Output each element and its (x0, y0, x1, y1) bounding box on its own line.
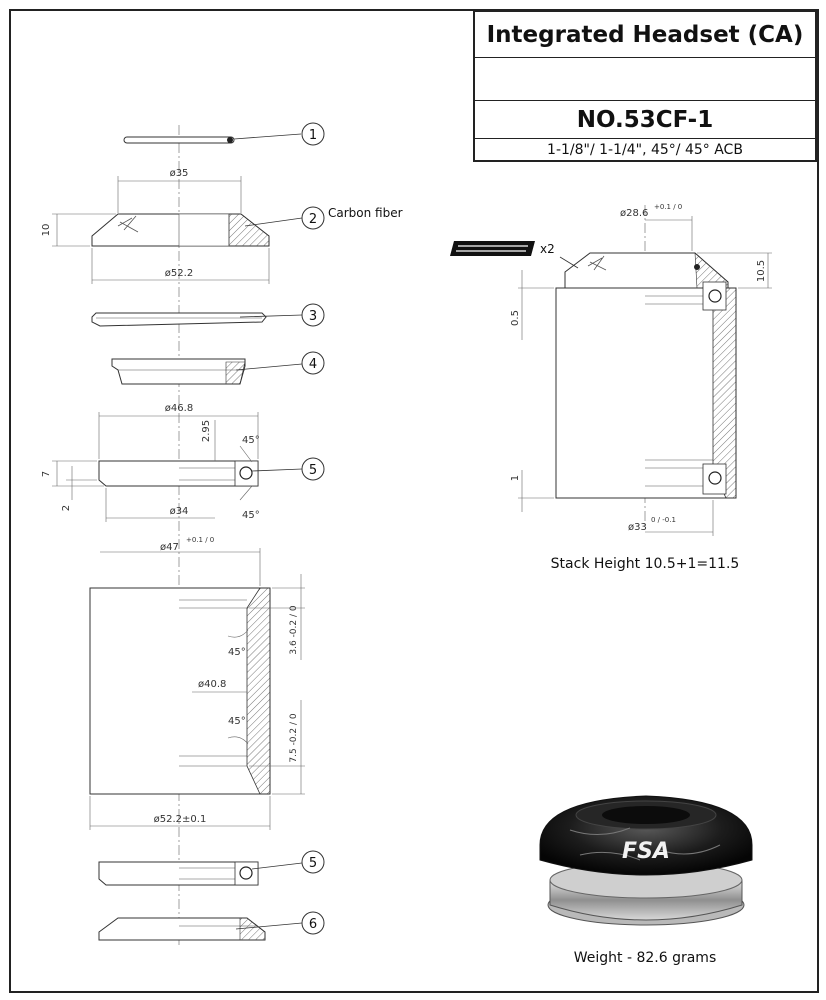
part-5b-number: 5 (308, 856, 318, 871)
part-2-balloon (302, 206, 403, 229)
dim-phi46-8-text: ø46.8 (164, 403, 194, 414)
part-3-balloon (302, 304, 324, 326)
part-3-number: 3 (308, 309, 318, 324)
dim-phi34-text: ø34 (169, 506, 189, 517)
dim-phi28-6-tol: +0.1 / 0 (654, 203, 683, 211)
title-block (473, 10, 817, 162)
dim-0-5-text: 0.5 (510, 310, 521, 326)
dim-phi46-8 (99, 403, 258, 459)
dim-phi52-2-tol (90, 796, 270, 830)
photo-logo-text: FSA (622, 839, 670, 864)
part-2-number: 2 (308, 212, 318, 227)
part-1-drawing (124, 134, 301, 143)
part-3-drawing (92, 313, 302, 326)
title-block-blank-row (475, 58, 815, 101)
part-4-number: 4 (308, 357, 318, 372)
dim-phi52-2-text: ø52.2 (164, 268, 194, 279)
dim-45a-text: 45° (242, 435, 260, 446)
dim-phi35 (118, 168, 241, 213)
part-5b-drawing (99, 862, 302, 885)
dim-phi40-8-text: ø40.8 (198, 679, 227, 690)
dim-phi52-2-tol-text: ø52.2±0.1 (153, 814, 207, 825)
dim-phi33-tol: 0 / -0.1 (651, 516, 676, 524)
dim-phi28-6-text: ø28.6 (620, 208, 649, 219)
dim-phi52-2 (92, 248, 269, 284)
dim-45b-text: 45° (242, 510, 260, 521)
fsa-qty: x2 (540, 242, 555, 256)
dim-7-5-text: 7.5 -0.2 / 0 (289, 713, 299, 763)
part-2-label: Carbon fiber (328, 206, 403, 220)
dim-phi47-tol: +0.1 / 0 (186, 536, 215, 544)
dim-2 (61, 466, 97, 511)
dim-2-text: 2 (61, 504, 72, 512)
part-5-drawing (99, 461, 302, 486)
dim-phi47-text: ø47 (160, 542, 179, 553)
title-block-spec: 1-1/8"/ 1-1/4", 45°/ 45° ACB (547, 142, 743, 158)
part-5-balloon (302, 458, 324, 480)
head-tube-drawing (90, 588, 270, 794)
dim-1-text: 1 (510, 474, 521, 482)
part-6-number: 6 (308, 917, 318, 932)
fsa-logo (450, 241, 578, 268)
part-4-balloon (302, 352, 324, 374)
dim-phi33-text: ø33 (628, 522, 647, 533)
dim-phi33 (628, 500, 713, 536)
part-2-drawing (92, 214, 302, 246)
dim-2-95-text: 2.95 (201, 419, 212, 443)
dim-phi34 (106, 488, 215, 522)
dim-phi47 (100, 536, 260, 586)
part-5b-balloon (302, 851, 324, 873)
weight: Weight - 82.6 grams (573, 950, 717, 966)
part-6-drawing (99, 918, 302, 940)
part-1-balloon (302, 123, 324, 145)
dim-0-5 (510, 270, 554, 340)
dim-2-95 (201, 420, 215, 461)
headset-photo (540, 796, 752, 925)
dim-45d-text: 45° (228, 716, 246, 727)
title-block-model: NO.53CF-1 (475, 101, 815, 139)
dim-7-text: 7 (41, 470, 52, 478)
stack-height: Stack Height 10.5+1=11.5 (550, 556, 740, 572)
dim-phi28-6 (620, 203, 692, 251)
title-block-title: Integrated Headset (CA) (475, 12, 815, 58)
dim-phi35-text: ø35 (169, 168, 189, 179)
part-4-drawing (112, 359, 302, 384)
assembly-drawing (556, 253, 736, 498)
part-1-number: 1 (308, 128, 318, 143)
dim-1 (510, 470, 554, 512)
part-6-balloon (302, 912, 324, 934)
dim-10-text: 10 (41, 223, 52, 237)
part-5-number: 5 (308, 463, 318, 478)
dim-10-5-text: 10.5 (756, 259, 767, 283)
dim-45c-text: 45° (228, 647, 246, 658)
dim-7 (41, 461, 104, 486)
dim-3-6-text: 3.6 -0.2 / 0 (289, 605, 299, 655)
